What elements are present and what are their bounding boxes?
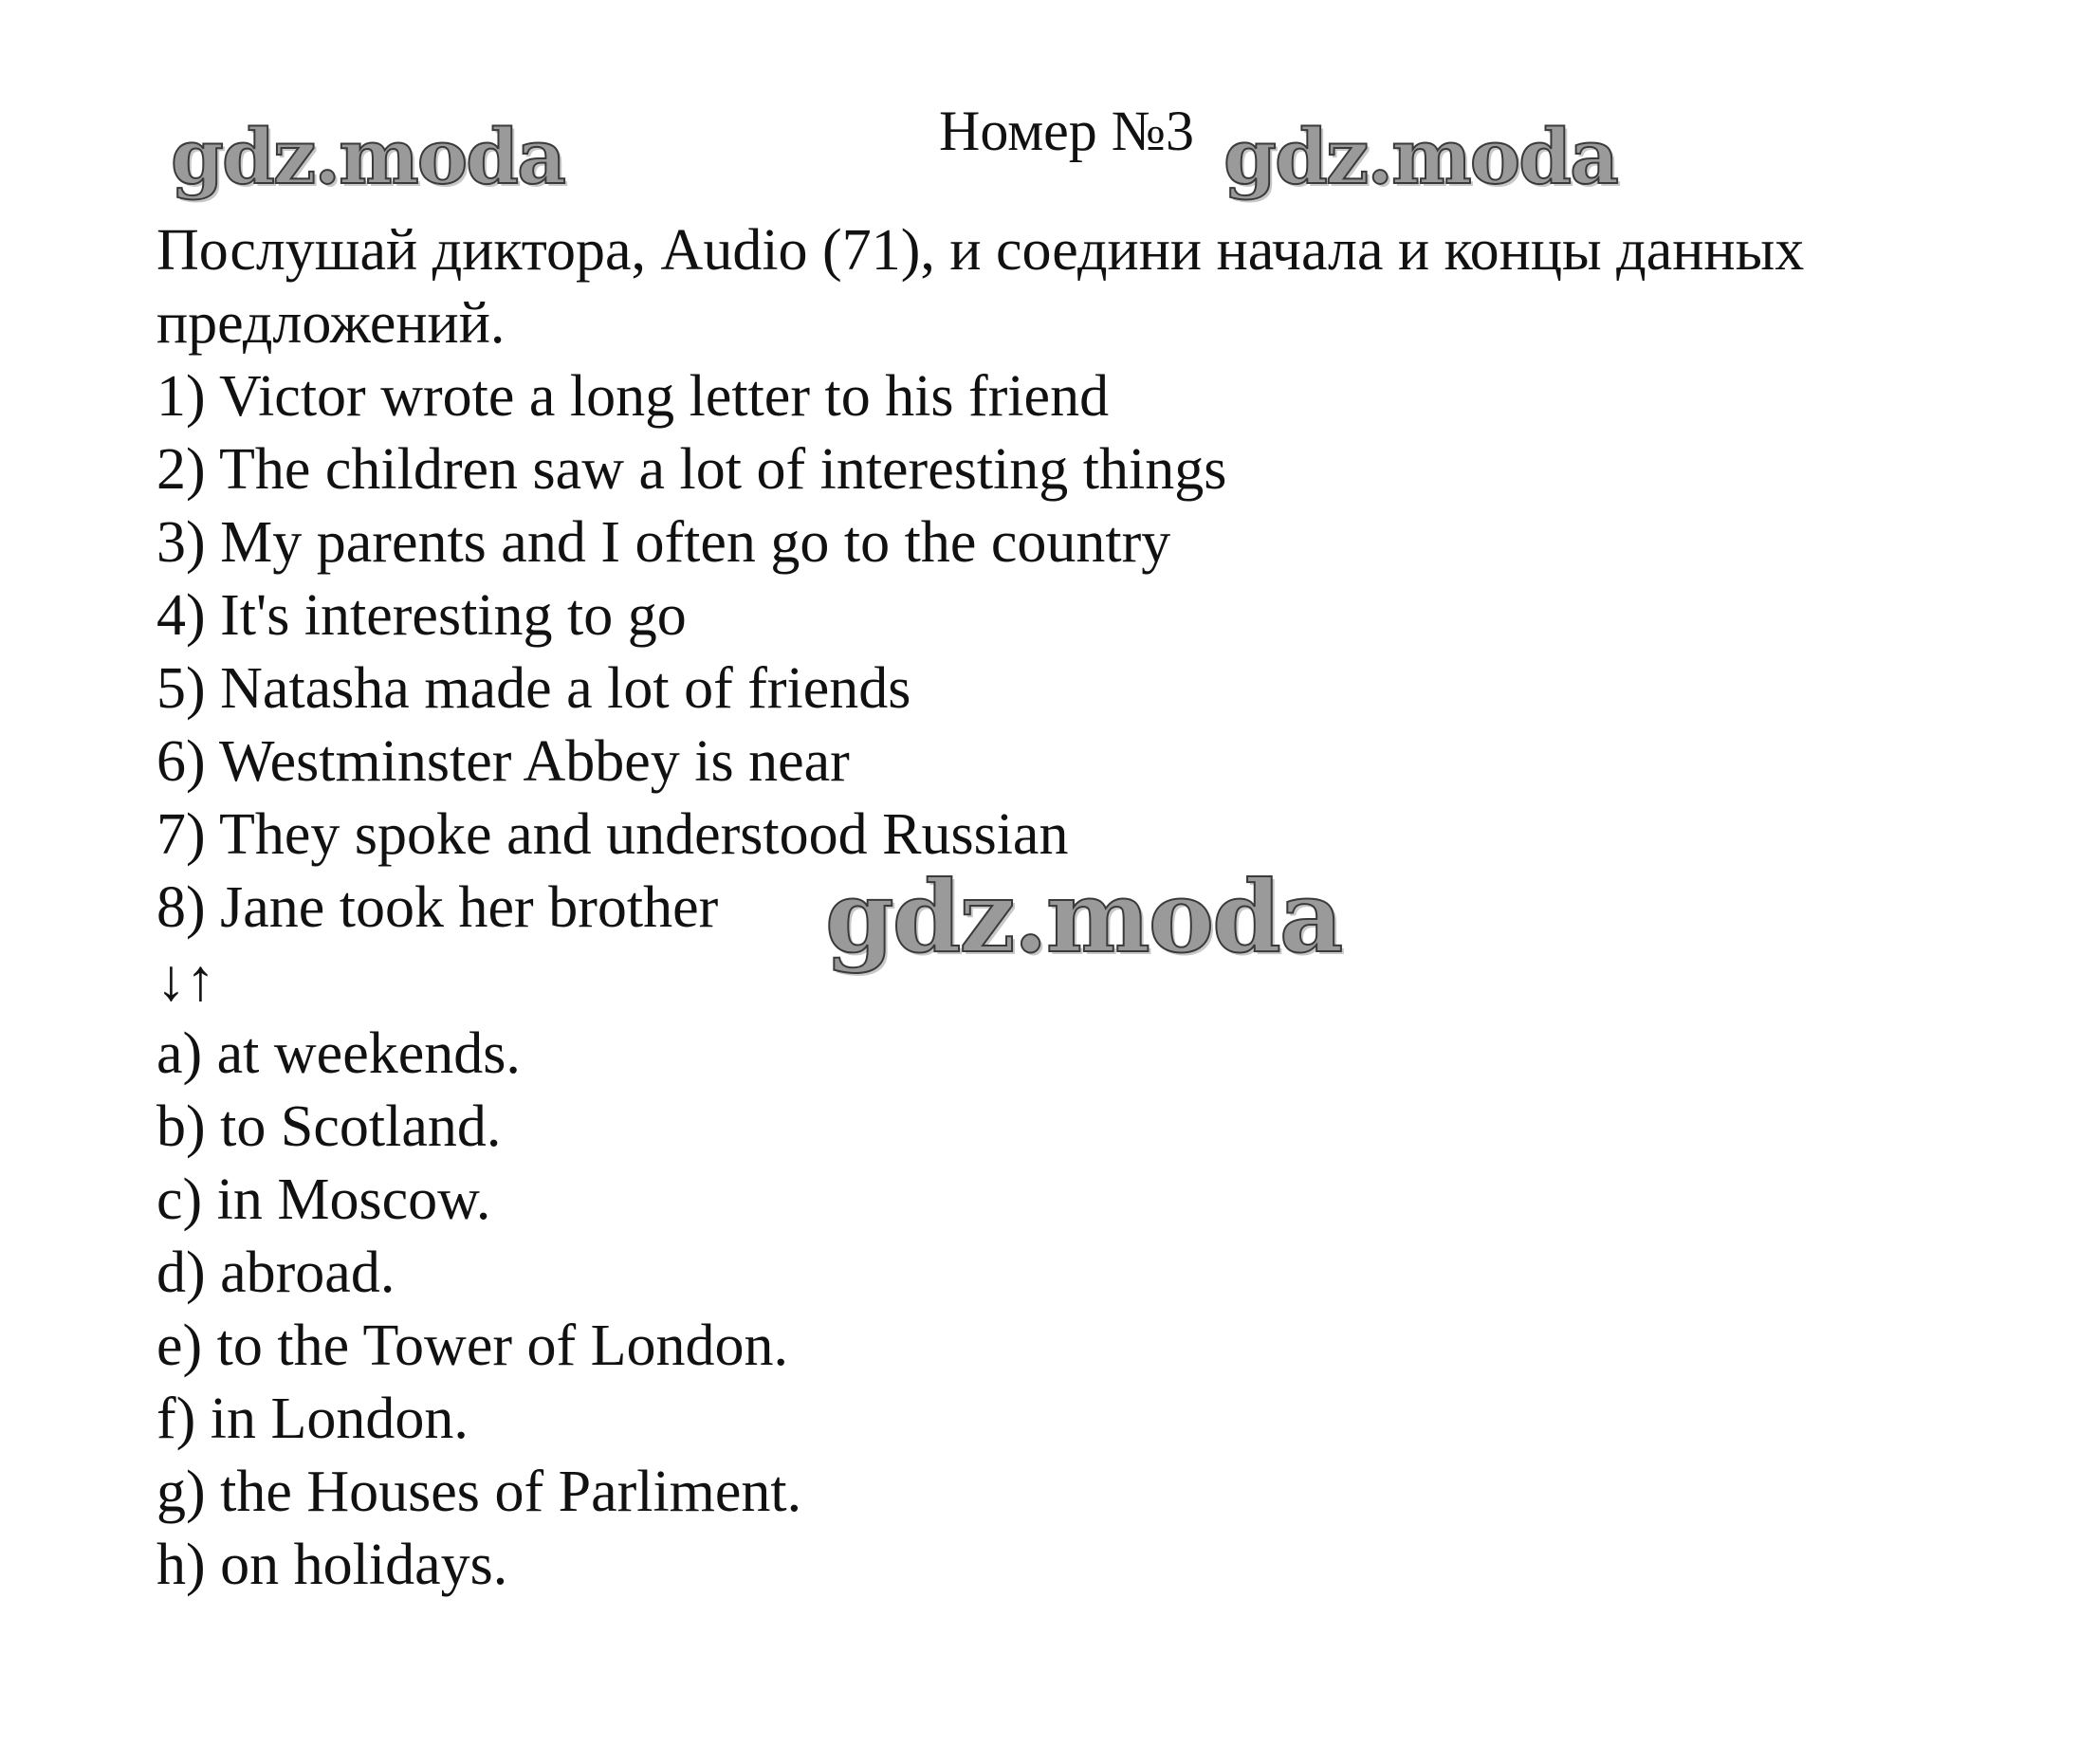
- sentence-ending: b) to Scotland.: [156, 1094, 502, 1159]
- sentence-beginning: 2) The children saw a lot of interesting things: [156, 437, 1227, 502]
- watermark-top-right: gdz.moda: [1223, 112, 1617, 201]
- arrows-separator: ↓↑: [156, 948, 215, 1013]
- page-title: Номер №3: [939, 100, 1195, 162]
- exercise-instruction: Послушай диктора, Audio (71), и соедини начала и концы данных предложений.: [156, 218, 1805, 356]
- sentence-beginning: 8) Jane took her brother: [156, 875, 719, 940]
- sentence-ending: a) at weekends.: [156, 1021, 521, 1086]
- sentence-beginning: 7) They spoke and understood Russian: [156, 802, 1069, 867]
- sentence-ending: h) on holidays.: [156, 1533, 508, 1597]
- sentence-beginning: 4) It's interesting to go: [156, 583, 687, 648]
- exercise-content: [156, 214, 2015, 1602]
- sentence-beginning: 5) Natasha made a lot of friends: [156, 656, 911, 721]
- sentence-endings-list: [156, 1018, 2015, 1602]
- watermark-top-left: gdz.moda: [171, 112, 564, 201]
- watermark-center: gdz.moda: [825, 858, 1342, 975]
- sentence-beginning: 1) Victor wrote a long letter to his friend: [156, 364, 1110, 429]
- sentence-ending: f) in London.: [156, 1387, 469, 1451]
- sentence-ending: d) abroad.: [156, 1240, 395, 1305]
- sentence-beginnings-list: [156, 360, 2015, 945]
- sentence-beginning: 6) Westminster Abbey is near: [156, 729, 850, 794]
- sentence-ending: c) in Moscow.: [156, 1167, 491, 1232]
- sentence-ending: e) to the Tower of London.: [156, 1314, 789, 1378]
- sentence-beginning: 3) My parents and I often go to the country: [156, 510, 1171, 575]
- sentence-ending: g) the Houses of Parliment.: [156, 1460, 802, 1524]
